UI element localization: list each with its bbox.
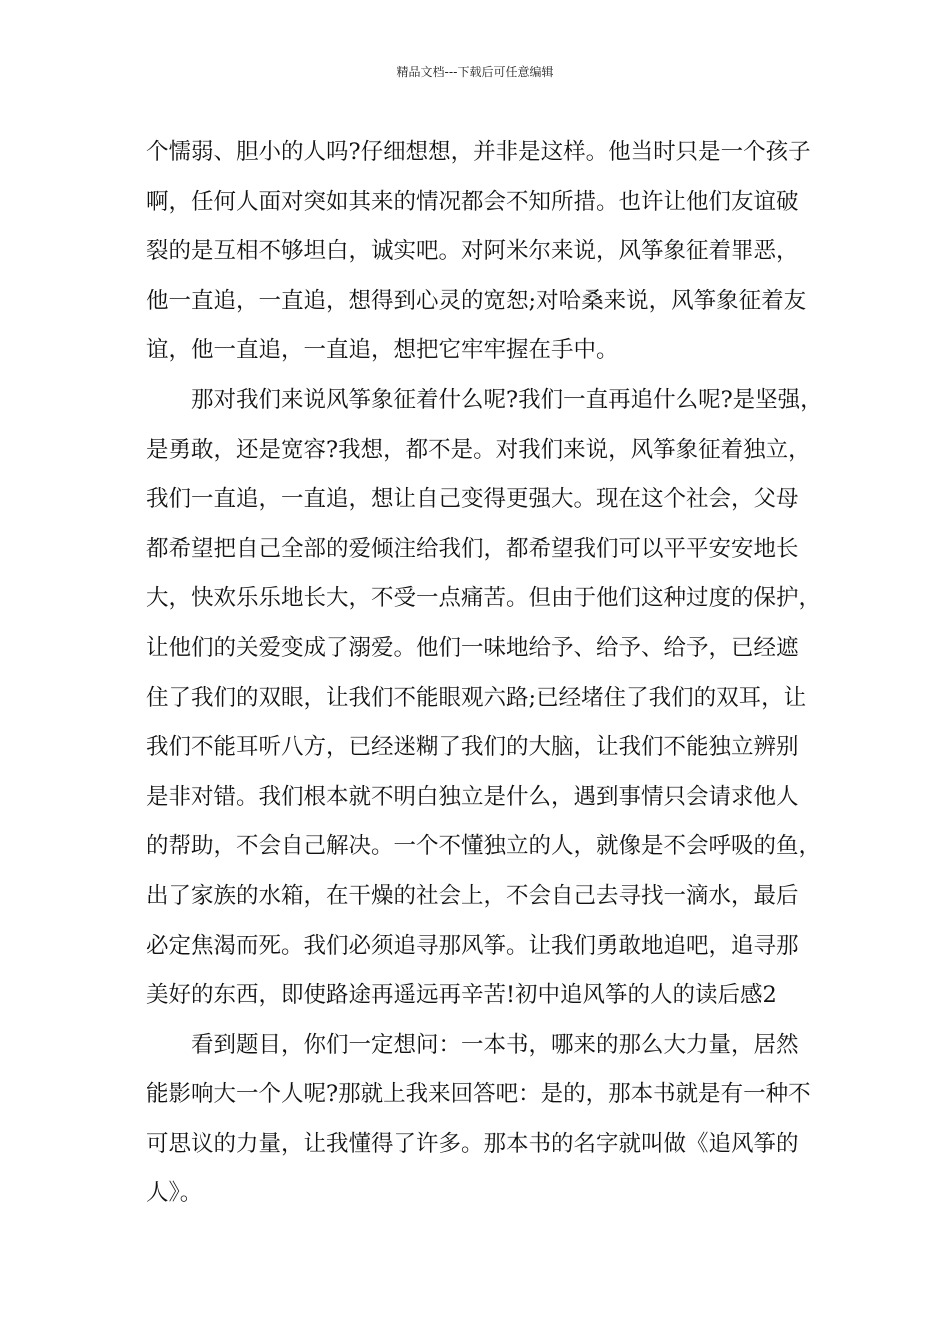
text-line: 啊，任何人面对突如其来的情况都会不知所措。也许让他们友谊破 — [146, 188, 799, 215]
text-line: 是勇敢，还是宽容?我想，都不是。对我们来说，风筝象征着独立， — [146, 436, 811, 463]
text-line: 人》。 — [146, 1180, 203, 1207]
text-line: 个懦弱、胆小的人吗?仔细想想，并非是这样。他当时只是一个孩子 — [146, 139, 811, 165]
text-line: 他一直追，一直追，想得到心灵的宽恕;对哈桑来说，风筝象征着友 — [146, 287, 807, 314]
document-body — [146, 128, 823, 1219]
text-line: 我们一直追，一直追，想让自己变得更强大。现在这个社会，父母 — [146, 486, 799, 513]
text-line: 出了家族的水箱，在干燥的社会上，不会自己去寻找一滴水，最后 — [146, 882, 799, 909]
text-line: 能影响大一个人呢?那就上我来回答吧：是的，那本书就是有一种不 — [146, 1081, 811, 1108]
text-line: 必定焦渴而死。我们必须追寻那风筝。让我们勇敢地追吧，追寻那 — [146, 932, 799, 959]
text-line: 谊，他一直追，一直追，想把它牢牢握在手中。 — [146, 337, 619, 364]
text-line: 是非对错。我们根本就不明白独立是什么，遇到事情只会请求他人 — [146, 783, 799, 810]
page-header: 精品文档---下载后可任意编辑 — [396, 65, 554, 79]
text-line: 可思议的力量，让我懂得了许多。那本书的名字就叫做《追风筝的 — [146, 1130, 799, 1157]
text-line: 美好的东西，即使路途再遥远再辛苦!初中追风筝的人的读后感2 — [146, 982, 777, 1009]
text-line: 的帮助，不会自己解决。一个不懂独立的人，就像是不会呼吸的鱼， — [146, 833, 822, 860]
text-line: 大，快欢乐乐地长大，不受一点痛苦。但由于他们这种过度的保护， — [146, 585, 822, 612]
text-line: 都希望把自己全部的爱倾注给我们，都希望我们可以平平安安地长 — [146, 535, 799, 562]
text-line: 看到题目，你们一定想问：一本书，哪来的那么大力量，居然 — [146, 1031, 799, 1058]
text-line: 我们不能耳听八方，已经迷糊了我们的大脑，让我们不能独立辨别 — [146, 734, 799, 761]
text-line: 让他们的关爱变成了溺爱。他们一味地给予、给予、给予，已经遮 — [146, 634, 799, 661]
text-line: 住了我们的双眼，让我们不能眼观六路;已经堵住了我们的双耳，让 — [146, 684, 807, 711]
text-line: 那对我们来说风筝象征着什么呢?我们一直再追什么呢?是坚强， — [146, 386, 823, 413]
text-line: 裂的是互相不够坦白，诚实吧。对阿米尔来说，风筝象征着罪恶， — [146, 238, 799, 265]
